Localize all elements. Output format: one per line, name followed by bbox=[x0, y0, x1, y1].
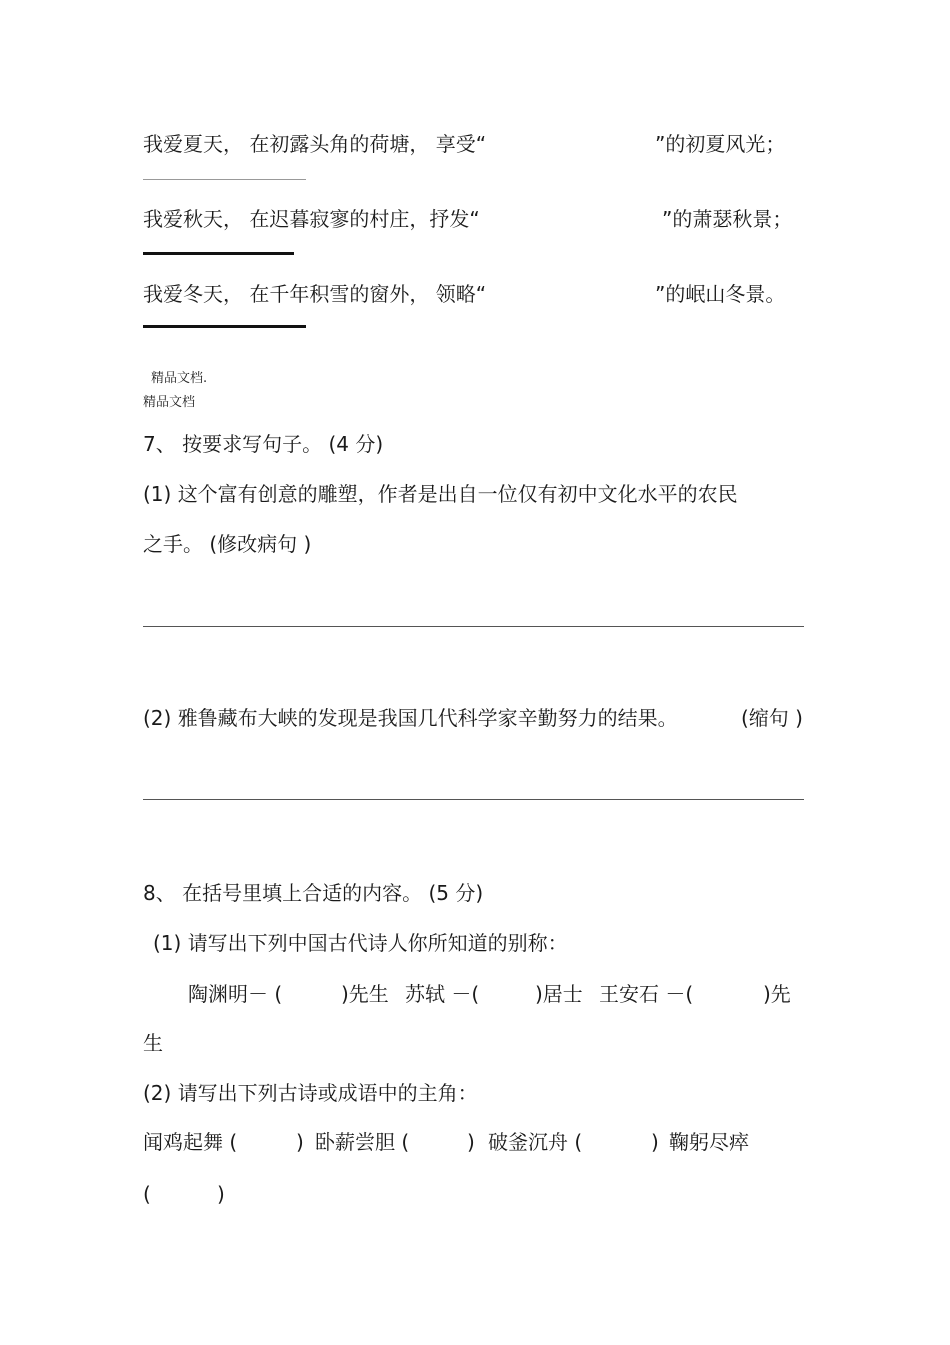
q8-idiom-4-open: ( bbox=[143, 1182, 151, 1206]
q8-su-label: 苏轼 －( bbox=[405, 982, 480, 1006]
summer-answer-line bbox=[143, 179, 306, 180]
winter-line-start: 我爱冬天， 在千年积雪的窗外， 领略“ bbox=[143, 282, 487, 306]
winter-line-end: ”的岷山冬景。 bbox=[655, 282, 786, 306]
q7-part1-line2: 之手。 (修改病句 ) bbox=[143, 532, 312, 556]
q7-title: 7、 按要求写句子。 (4 分) bbox=[143, 432, 384, 456]
q8-idiom-3-close: ) bbox=[651, 1130, 659, 1154]
q8-wang-end: )先 bbox=[763, 982, 791, 1006]
q8-tao-label: 陶渊明－ ( bbox=[188, 982, 283, 1006]
watermark-line-2: 精品文档 bbox=[143, 395, 196, 410]
summer-line-start: 我爱夏天， 在初露头角的荷塘， 享受“ bbox=[143, 132, 487, 156]
autumn-line-start: 我爱秋天， 在迟暮寂寥的村庄，抒发“ bbox=[143, 207, 480, 231]
q7-part1-line1: (1) 这个富有创意的雕塑，作者是出自一位仅有初中文化水平的农民 bbox=[143, 482, 738, 506]
q8-idiom-1: 闻鸡起舞 ( bbox=[143, 1130, 238, 1154]
q8-part2-prompt: (2) 请写出下列古诗或成语中的主角： bbox=[143, 1081, 478, 1105]
autumn-answer-line bbox=[143, 252, 294, 255]
watermark-line-1: 精品文档. bbox=[151, 371, 208, 386]
q8-idiom-3: 破釜沉舟 ( bbox=[488, 1130, 583, 1154]
q8-idiom-2: 卧薪尝胆 ( bbox=[315, 1130, 410, 1154]
q8-wang-wrap: 生 bbox=[143, 1031, 163, 1055]
q8-title: 8、 在括号里填上合适的内容。 (5 分) bbox=[143, 881, 484, 905]
q8-idiom-1-close: ) bbox=[296, 1130, 304, 1154]
q8-part1-prompt: (1) 请写出下列中国古代诗人你所知道的别称： bbox=[153, 931, 568, 955]
q7-part1-answer-line bbox=[143, 626, 804, 627]
q7-part2-hint: (缩句 ) bbox=[741, 706, 803, 730]
winter-answer-line bbox=[143, 325, 306, 328]
q8-wang-label: 王安石 －( bbox=[599, 982, 694, 1006]
q7-part2-text: (2) 雅鲁藏布大峡的发现是我国几代科学家辛勤努力的结果。 bbox=[143, 706, 678, 730]
q8-idiom-2-close: ) bbox=[467, 1130, 475, 1154]
q8-su-end: )居士 bbox=[535, 982, 583, 1006]
summer-line-end: ”的初夏风光； bbox=[655, 132, 786, 156]
autumn-line-end: ”的萧瑟秋景； bbox=[662, 207, 793, 231]
q7-part2-answer-line bbox=[143, 799, 804, 800]
q8-idiom-4: 鞠躬尽瘁 bbox=[669, 1130, 749, 1154]
q8-idiom-4-close: ) bbox=[217, 1182, 225, 1206]
q8-tao-end: )先生 bbox=[341, 982, 389, 1006]
